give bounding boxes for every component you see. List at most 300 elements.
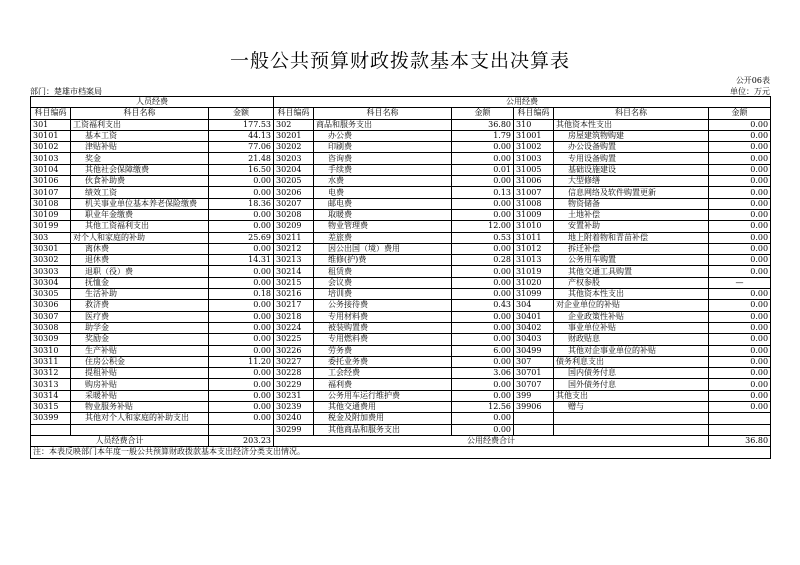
personnel-total-label: 人员经费合计 (31, 435, 209, 446)
name-cell: 其他对企事业单位的补贴 (554, 345, 709, 356)
amount-cell: 0.00 (709, 402, 771, 413)
table-row (31, 277, 771, 288)
amount-cell: 0.13 (452, 187, 514, 198)
name-cell: 助学金 (71, 322, 209, 333)
name-cell: 其他资本性支出 (554, 289, 709, 300)
table-row (31, 176, 771, 187)
name-cell: 物资储备 (554, 198, 709, 209)
amount-cell: 0.00 (709, 176, 771, 187)
code-cell: 31012 (514, 243, 554, 254)
code-cell: 30231 (274, 390, 314, 401)
name-cell: 职业年金缴费 (71, 209, 209, 220)
code-cell: 30707 (514, 379, 554, 390)
code-cell (514, 424, 554, 435)
name-header: 科目名称 (554, 108, 709, 119)
name-cell: 手续费 (314, 164, 452, 175)
name-cell: 离休费 (71, 243, 209, 254)
name-cell: 公务接待费 (314, 300, 452, 311)
amount-cell (209, 424, 274, 435)
table-row (31, 300, 771, 311)
code-cell: 31005 (514, 164, 554, 175)
code-cell: 30309 (31, 334, 71, 345)
name-cell: 企业政策性补贴 (554, 311, 709, 322)
code-cell: 30399 (31, 413, 71, 424)
name-cell: 税金及附加费用 (314, 413, 452, 424)
code-cell: 30310 (31, 345, 71, 356)
name-cell: 其他资本性支出 (554, 119, 709, 130)
amount-cell: 0.00 (709, 368, 771, 379)
name-cell: 奖金 (71, 153, 209, 164)
footnote: 注：本表反映部门本年度一般公共预算财政拨款基本支出经济分类支出情况。 (31, 447, 771, 458)
code-cell: 31019 (514, 266, 554, 277)
name-cell: 其他工资福利支出 (71, 221, 209, 232)
code-cell: 303 (31, 232, 71, 243)
code-cell: 301 (31, 119, 71, 130)
amount-cell: 0.00 (709, 164, 771, 175)
name-cell: 会议费 (314, 277, 452, 288)
code-cell: 30306 (31, 300, 71, 311)
code-cell: 30209 (274, 221, 314, 232)
amount-cell: 1.79 (452, 130, 514, 141)
table-row (31, 153, 771, 164)
code-cell: 304 (514, 300, 554, 311)
amount-cell: 0.00 (209, 209, 274, 220)
amount-cell: — (709, 277, 771, 288)
name-cell: 绩效工资 (71, 187, 209, 198)
name-cell: 办公设备购置 (554, 142, 709, 153)
amount-cell: 0.00 (209, 390, 274, 401)
table-row (31, 368, 771, 379)
code-cell: 30229 (274, 379, 314, 390)
code-cell: 31008 (514, 198, 554, 209)
code-cell: 30314 (31, 390, 71, 401)
amount-cell: 0.00 (209, 221, 274, 232)
amount-cell: 0.00 (709, 142, 771, 153)
code-cell: 30313 (31, 379, 71, 390)
code-cell: 31010 (514, 221, 554, 232)
amount-header: 金额 (709, 108, 771, 119)
name-cell: 劳务费 (314, 345, 452, 356)
table-body (31, 119, 771, 435)
table-row (31, 142, 771, 153)
table-row (31, 266, 771, 277)
name-cell: 办公费 (314, 130, 452, 141)
name-cell: 对个人和家庭的补助 (71, 232, 209, 243)
code-cell: 39906 (514, 402, 554, 413)
name-cell: 赠与 (554, 402, 709, 413)
name-cell: 财政贴息 (554, 334, 709, 345)
name-cell: 咨询费 (314, 153, 452, 164)
name-cell: 商品和服务支出 (314, 119, 452, 130)
amount-cell: 0.00 (709, 153, 771, 164)
code-cell: 31007 (514, 187, 554, 198)
name-cell: 其他对个人和家庭的补助支出 (71, 413, 209, 424)
code-cell: 30228 (274, 368, 314, 379)
name-cell: 基础设施建设 (554, 164, 709, 175)
code-cell: 30211 (274, 232, 314, 243)
code-cell: 30218 (274, 311, 314, 322)
amount-cell: 0.00 (452, 379, 514, 390)
table-row (31, 345, 771, 356)
amount-cell: 0.00 (209, 300, 274, 311)
amount-cell: 14.31 (209, 255, 274, 266)
code-cell: 30240 (274, 413, 314, 424)
amount-cell: 0.53 (452, 232, 514, 243)
name-cell: 工资福利支出 (71, 119, 209, 130)
code-cell: 310 (514, 119, 554, 130)
table-row (31, 255, 771, 266)
amount-cell: 0.00 (709, 322, 771, 333)
name-cell: 邮电费 (314, 198, 452, 209)
name-cell: 工会经费 (314, 368, 452, 379)
amount-cell: 0.00 (709, 255, 771, 266)
code-cell: 30224 (274, 322, 314, 333)
code-cell: 399 (514, 390, 554, 401)
amount-cell: 0.00 (709, 379, 771, 390)
code-cell: 30499 (514, 345, 554, 356)
name-cell: 专用设备购置 (554, 153, 709, 164)
code-header: 科目编码 (31, 108, 71, 119)
name-cell: 住房公积金 (71, 356, 209, 367)
amount-cell: 0.00 (709, 187, 771, 198)
table-row (31, 390, 771, 401)
code-cell: 30303 (31, 266, 71, 277)
code-cell: 30214 (274, 266, 314, 277)
code-cell: 30401 (514, 311, 554, 322)
amount-cell: 0.00 (452, 390, 514, 401)
public-total-value: 36.80 (709, 435, 771, 446)
name-cell: 租赁费 (314, 266, 452, 277)
code-cell: 30301 (31, 243, 71, 254)
amount-cell: 0.00 (209, 322, 274, 333)
code-cell: 30109 (31, 209, 71, 220)
code-cell: 30217 (274, 300, 314, 311)
name-cell: 公务用车购置 (554, 255, 709, 266)
table-row (31, 130, 771, 141)
code-cell: 30315 (31, 402, 71, 413)
code-cell: 30299 (274, 424, 314, 435)
name-cell (71, 424, 209, 435)
code-cell: 31006 (514, 176, 554, 187)
code-cell: 30215 (274, 277, 314, 288)
amount-cell: 0.00 (452, 153, 514, 164)
amount-cell: 0.00 (209, 402, 274, 413)
code-cell: 30212 (274, 243, 314, 254)
amount-cell: 0.00 (209, 413, 274, 424)
amount-cell: 0.00 (452, 311, 514, 322)
amount-cell: 0.00 (709, 390, 771, 401)
amount-cell: 0.18 (209, 289, 274, 300)
code-cell (31, 424, 71, 435)
code-cell: 30203 (274, 153, 314, 164)
name-cell: 产权参股 (554, 277, 709, 288)
amount-cell: 0.00 (209, 187, 274, 198)
name-cell (554, 413, 709, 424)
amount-cell: 16.50 (209, 164, 274, 175)
name-cell: 津贴补贴 (71, 142, 209, 153)
code-cell: 30102 (31, 142, 71, 153)
code-cell: 30201 (274, 130, 314, 141)
amount-cell: 0.00 (709, 266, 771, 277)
amount-cell: 0.00 (452, 266, 514, 277)
name-cell: 债务利息支出 (554, 356, 709, 367)
table-row (31, 243, 771, 254)
name-cell: 福利费 (314, 379, 452, 390)
amount-cell: 0.00 (209, 311, 274, 322)
name-cell: 物业服务补贴 (71, 402, 209, 413)
amount-cell: 0.00 (452, 209, 514, 220)
amount-cell: 44.13 (209, 130, 274, 141)
code-cell: 30308 (31, 322, 71, 333)
code-cell: 30302 (31, 255, 71, 266)
code-header: 科目编码 (274, 108, 314, 119)
amount-cell: 0.00 (709, 198, 771, 209)
code-cell: 30199 (31, 221, 71, 232)
code-cell: 30106 (31, 176, 71, 187)
name-cell: 救济费 (71, 300, 209, 311)
amount-cell: 0.00 (452, 289, 514, 300)
amount-cell: 0.00 (452, 424, 514, 435)
amount-cell: 3.06 (452, 368, 514, 379)
name-cell: 物业管理费 (314, 221, 452, 232)
amount-cell: 0.00 (452, 334, 514, 345)
table-row (31, 424, 771, 435)
code-cell: 30304 (31, 277, 71, 288)
name-cell: 房屋建筑物购建 (554, 130, 709, 141)
code-cell: 30103 (31, 153, 71, 164)
table-row (31, 198, 771, 209)
name-cell: 抚恤金 (71, 277, 209, 288)
amount-cell: 0.00 (709, 300, 771, 311)
name-cell: 对企业单位的补贴 (554, 300, 709, 311)
amount-cell: 12.00 (452, 221, 514, 232)
code-cell: 30213 (274, 255, 314, 266)
department-label: 部门：楚雄市档案局 (30, 87, 102, 96)
amount-cell: 0.00 (209, 345, 274, 356)
name-cell: 地上附着物和青苗补偿 (554, 232, 709, 243)
name-cell: 其他社会保障缴费 (71, 164, 209, 175)
code-cell: 30239 (274, 402, 314, 413)
name-cell: 医疗费 (71, 311, 209, 322)
table-row (31, 209, 771, 220)
amount-header: 金额 (209, 108, 274, 119)
code-cell: 30307 (31, 311, 71, 322)
amount-cell: 0.00 (709, 119, 771, 130)
code-cell: 30207 (274, 198, 314, 209)
amount-cell: 12.56 (452, 402, 514, 413)
personnel-header: 人员经费 (31, 97, 274, 108)
code-cell: 30202 (274, 142, 314, 153)
code-cell: 30312 (31, 368, 71, 379)
code-cell: 31001 (514, 130, 554, 141)
name-cell: 安置补助 (554, 221, 709, 232)
code-cell: 31099 (514, 289, 554, 300)
amount-cell: 77.06 (209, 142, 274, 153)
code-cell: 30403 (514, 334, 554, 345)
name-cell: 国外债务付息 (554, 379, 709, 390)
amount-cell: 36.80 (452, 119, 514, 130)
table-row (31, 232, 771, 243)
code-cell: 302 (274, 119, 314, 130)
amount-cell: 0.00 (209, 379, 274, 390)
table-row (31, 164, 771, 175)
amount-cell: 0.00 (709, 311, 771, 322)
public-header: 公用经费 (274, 97, 771, 108)
name-cell: 伙食补助费 (71, 176, 209, 187)
name-cell: 机关事业单位基本养老保险缴费 (71, 198, 209, 209)
name-cell: 印刷费 (314, 142, 452, 153)
table-row (31, 311, 771, 322)
code-cell: 30204 (274, 164, 314, 175)
code-cell: 30225 (274, 334, 314, 345)
amount-cell: 0.00 (709, 209, 771, 220)
code-cell: 30402 (514, 322, 554, 333)
name-header: 科目名称 (314, 108, 452, 119)
code-cell: 31011 (514, 232, 554, 243)
name-cell: 拆迁补偿 (554, 243, 709, 254)
name-cell: 土地补偿 (554, 209, 709, 220)
amount-cell: 18.36 (209, 198, 274, 209)
amount-cell: 21.48 (209, 153, 274, 164)
name-cell: 退休费 (71, 255, 209, 266)
name-cell: 事业单位补贴 (554, 322, 709, 333)
amount-cell: 0.00 (709, 232, 771, 243)
code-cell: 30311 (31, 356, 71, 367)
name-cell: 采暖补贴 (71, 390, 209, 401)
name-cell: 差旅费 (314, 232, 452, 243)
amount-cell: 0.00 (209, 176, 274, 187)
code-cell: 30208 (274, 209, 314, 220)
name-cell: 生产补贴 (71, 345, 209, 356)
amount-cell: 0.43 (452, 300, 514, 311)
name-cell: 因公出国（境）费用 (314, 243, 452, 254)
table-row (31, 402, 771, 413)
code-cell: 31013 (514, 255, 554, 266)
code-cell: 30226 (274, 345, 314, 356)
personnel-total-value: 203.23 (209, 435, 274, 446)
table-row (31, 356, 771, 367)
name-cell: 大型修缮 (554, 176, 709, 187)
name-cell: 奖励金 (71, 334, 209, 345)
name-cell: 退职（役）费 (71, 266, 209, 277)
public-total-label: 公用经费合计 (274, 435, 709, 446)
name-cell: 电费 (314, 187, 452, 198)
code-cell: 31002 (514, 142, 554, 153)
form-number: 公开06表 (735, 76, 770, 85)
amount-cell: 177.53 (209, 119, 274, 130)
amount-cell: 11.20 (209, 356, 274, 367)
name-cell: 维修(护)费 (314, 255, 452, 266)
amount-cell (709, 424, 771, 435)
amount-cell: 0.00 (452, 277, 514, 288)
amount-cell: 0.00 (709, 243, 771, 254)
name-cell: 生活补助 (71, 289, 209, 300)
name-cell: 其他商品和服务支出 (314, 424, 452, 435)
name-cell: 委托业务费 (314, 356, 452, 367)
amount-cell: 0.00 (452, 322, 514, 333)
name-cell: 提租补贴 (71, 368, 209, 379)
amount-cell: 6.00 (452, 345, 514, 356)
name-cell: 公务用车运行维护费 (314, 390, 452, 401)
table-row (31, 119, 771, 130)
table-row (31, 187, 771, 198)
amount-cell: 0.00 (709, 334, 771, 345)
amount-cell: 0.00 (209, 266, 274, 277)
code-cell: 30101 (31, 130, 71, 141)
code-cell (514, 413, 554, 424)
amount-cell: 0.00 (452, 142, 514, 153)
amount-cell: 0.00 (709, 345, 771, 356)
table-row (31, 289, 771, 300)
name-cell: 其他交通费用 (314, 402, 452, 413)
name-header: 科目名称 (71, 108, 209, 119)
table-row (31, 221, 771, 232)
amount-cell: 25.69 (209, 232, 274, 243)
name-cell: 水费 (314, 176, 452, 187)
name-cell: 基本工资 (71, 130, 209, 141)
code-cell: 30216 (274, 289, 314, 300)
amount-cell: 0.00 (452, 243, 514, 254)
report-title: 一般公共预算财政拨款基本支出决算表 (229, 50, 570, 72)
amount-cell: 0.00 (709, 130, 771, 141)
amount-header: 金额 (452, 108, 514, 119)
code-cell: 30206 (274, 187, 314, 198)
name-cell: 培训费 (314, 289, 452, 300)
name-cell: 专用燃料费 (314, 334, 452, 345)
name-cell: 其他交通工具购置 (554, 266, 709, 277)
code-cell: 30305 (31, 289, 71, 300)
code-cell: 307 (514, 356, 554, 367)
code-cell: 30205 (274, 176, 314, 187)
expenditure-table (30, 96, 771, 459)
amount-cell: 0.00 (209, 277, 274, 288)
table-row (31, 413, 771, 424)
code-cell: 31009 (514, 209, 554, 220)
amount-cell: 0.00 (452, 176, 514, 187)
code-cell: 31020 (514, 277, 554, 288)
unit-label: 单位：万元 (730, 87, 770, 96)
code-cell: 31003 (514, 153, 554, 164)
code-cell: 30107 (31, 187, 71, 198)
code-cell: 30227 (274, 356, 314, 367)
amount-cell: 0.00 (452, 413, 514, 424)
name-cell: 被装购置费 (314, 322, 452, 333)
table-row (31, 322, 771, 333)
amount-cell: 0.28 (452, 255, 514, 266)
name-cell: 专用材料费 (314, 311, 452, 322)
amount-cell: 0.00 (452, 356, 514, 367)
table-row (31, 334, 771, 345)
amount-cell: 0.01 (452, 164, 514, 175)
amount-cell: 0.00 (209, 368, 274, 379)
name-cell: 购房补贴 (71, 379, 209, 390)
amount-cell: 0.00 (709, 221, 771, 232)
name-cell: 取暖费 (314, 209, 452, 220)
amount-cell: 0.00 (209, 334, 274, 345)
code-cell: 30701 (514, 368, 554, 379)
name-cell: 信息网络及软件购置更新 (554, 187, 709, 198)
name-cell: 国内债务付息 (554, 368, 709, 379)
code-header: 科目编码 (514, 108, 554, 119)
table-row (31, 379, 771, 390)
code-cell: 30104 (31, 164, 71, 175)
name-cell (554, 424, 709, 435)
amount-cell: 0.00 (209, 243, 274, 254)
name-cell: 其他支出 (554, 390, 709, 401)
amount-cell: 0.00 (709, 356, 771, 367)
amount-cell: 0.00 (452, 198, 514, 209)
code-cell: 30108 (31, 198, 71, 209)
